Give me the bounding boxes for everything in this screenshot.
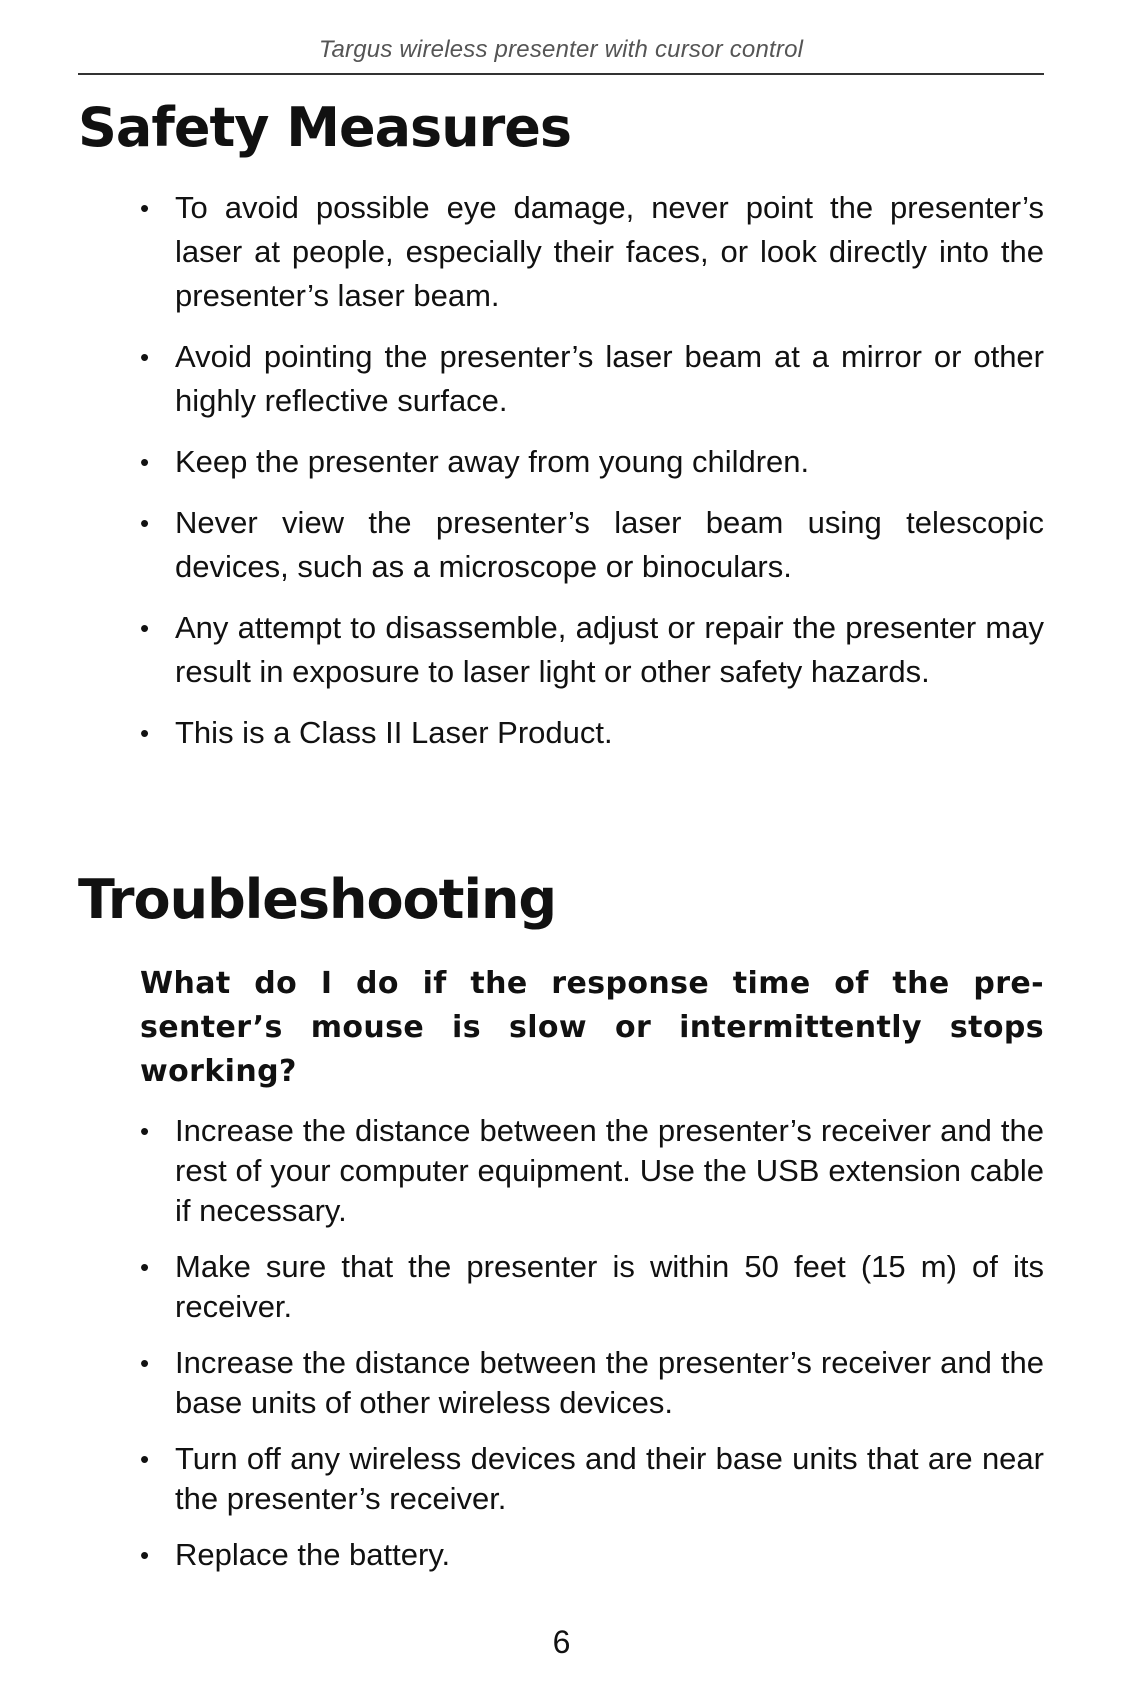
- troubleshooting-list: [140, 1111, 1044, 1591]
- bullet-icon: •: [140, 613, 150, 643]
- bullet-icon: •: [140, 1252, 150, 1282]
- running-header: Targus wireless presenter with cursor control: [318, 36, 804, 63]
- list-item: [140, 1247, 1044, 1327]
- bullet-icon: •: [140, 1540, 150, 1570]
- section-title-safety-measures: Safety Measures: [78, 96, 572, 159]
- list-item-text: Make sure that the presenter is within 50 feet (15 m) of its receiver.: [175, 1249, 1044, 1324]
- bullet-icon: •: [140, 1348, 150, 1378]
- list-item: [140, 711, 1044, 755]
- list-item-text: Increase the distance between the presenter’s receiver and the rest of your computer equipment. Use the USB extension cable if necessary.: [175, 1113, 1044, 1228]
- list-item: [140, 1111, 1044, 1231]
- bullet-icon: •: [140, 718, 150, 748]
- section-title-troubleshooting: Troubleshooting: [78, 868, 557, 931]
- bullet-icon: •: [140, 508, 150, 538]
- bullet-icon: •: [140, 1116, 150, 1146]
- list-item: [140, 335, 1044, 423]
- list-item-text: Any attempt to disassemble, adjust or repair the presenter may result in exposure to laser light or other safety hazards.: [175, 610, 1044, 689]
- list-item-text: To avoid possible eye damage, never point the presenter’s laser at people, especially their faces, or look directly into the presenter’s laser beam.: [175, 190, 1044, 313]
- bullet-icon: •: [140, 342, 150, 372]
- list-item-text: Avoid pointing the presenter’s laser beam at a mirror or other highly reflective surface.: [175, 339, 1044, 418]
- bullet-icon: •: [140, 193, 150, 223]
- list-item-text: This is a Class II Laser Product.: [175, 715, 613, 750]
- list-item: [140, 1535, 1044, 1575]
- list-item: [140, 186, 1044, 318]
- safety-measures-list: [140, 186, 1044, 772]
- list-item-text: Increase the distance between the presenter’s receiver and the base units of other wireless devices.: [175, 1345, 1044, 1420]
- list-item: [140, 1343, 1044, 1423]
- troubleshooting-question: What do I do if the response time of the pre-senter’s mouse is slow or intermittently stops working?: [140, 966, 1044, 1089]
- list-item: [140, 501, 1044, 589]
- bullet-icon: •: [140, 1444, 150, 1474]
- page-number: 6: [552, 1624, 571, 1660]
- list-item: [140, 1439, 1044, 1519]
- list-item-text: Keep the presenter away from young children.: [175, 444, 810, 479]
- list-item-text: Replace the battery.: [175, 1537, 451, 1572]
- list-item-text: Never view the presenter’s laser beam using telescopic devices, such as a microscope or binoculars.: [175, 505, 1044, 584]
- list-item: [140, 606, 1044, 694]
- list-item: [140, 440, 1044, 484]
- header-rule: [78, 73, 1044, 75]
- bullet-icon: •: [140, 447, 150, 477]
- list-item-text: Turn off any wireless devices and their base units that are near the presenter’s receiver.: [175, 1441, 1044, 1516]
